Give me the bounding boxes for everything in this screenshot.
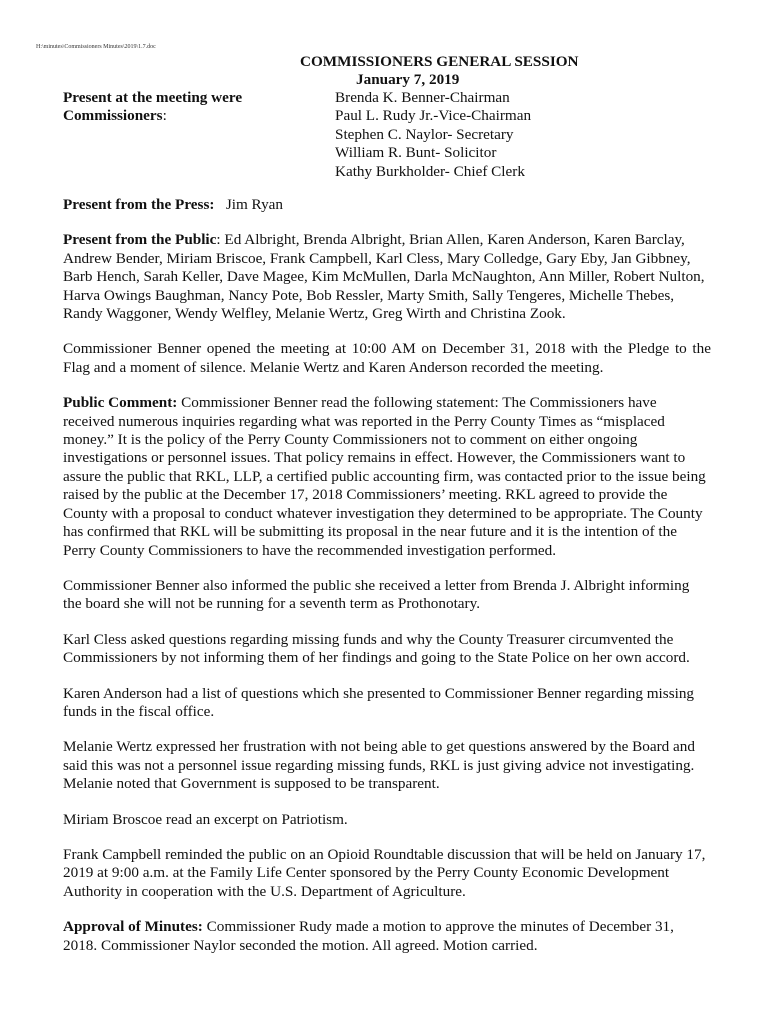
cless-paragraph: Karl Cless asked questions regarding missing funds and why the County Treasurer circumvented the Commissioners by not informing them of her findings and going to the State Police on her own accord. — [63, 630, 690, 667]
minutes-approval-paragraph: Approval of Minutes: Commissioner Rudy made a motion to approve the minutes of December 31, 2018. Commissioner Naylor seconded the motion. All agreed. Motion carried. — [63, 918, 674, 954]
attendance-label — [63, 89, 242, 126]
press-attendance: Present from the Press: Jim Ryan — [63, 196, 284, 213]
minutes-body — [63, 196, 711, 972]
officer-item: Brenda K. Benner-Chairman — [335, 89, 510, 106]
officer-item: William R. Bunt- Solicitor — [335, 144, 497, 162]
attendance-label-line1: Present at the meeting were — [63, 89, 243, 106]
opening-paragraph: Commissioner Benner opened the meeting at 10:00 AM on December 31, 2018 with the Pledge to the Flag and a moment of silence. Melanie Wertz and Karen Anderson recorded the meeting. — [63, 340, 711, 376]
anderson-paragraph: Karen Anderson had a list of questions which she presented to Commissioner Benner regarding missing funds in the fiscal office. — [63, 684, 695, 720]
public-comment-paragraph: Public Comment: Commissioner Benner read the following statement: The Commissioners have received numerous inquiries regarding what was reported in the Perry County Times as “misplaced money.” It is the policy of the Perry County Commissioners not to comment on either ongoing investigations or personnel issues. That policy remains in effect. However, the Commissioners want to assure the public that RKL, LLP, a certified public accounting firm, was contacted prior to the issue being raised by the public at the December 17, 2018 Commissioners’ meeting. RKL agreed to provide the County with a proposal to conduct whatever investigation they determined to be appropriate. The County has confirmed that RKL will be submitting its proposal in the near future and it is the intention of the Perry County Commissioners to have the recommended investigation performed. — [63, 394, 706, 559]
officer-list — [335, 89, 531, 181]
officer-item: Kathy Burkholder- Chief Clerk — [335, 162, 525, 180]
broscoe-paragraph: Miriam Broscoe read an excerpt on Patriotism. — [63, 810, 348, 828]
albright-paragraph: Commissioner Benner also informed the public she received a letter from Brenda J. Albright informing the board she will not be running for a seventh term as Prothonotary. — [63, 576, 690, 613]
document-title: COMMISSIONERS GENERAL SESSION — [300, 53, 579, 70]
attendance-label-line2: Commissioners: — [63, 107, 167, 125]
public-attendance: Present from the Public: Ed Albright, Brenda Albright, Brian Allen, Karen Anderson, Karen Barclay, Andrew Bender, Miriam Briscoe, Frank Campbell, Karl Cless, Mary Colledge, Gary Eby, Jan Gibbney, Barb Hench, Sarah Keller, Dave Magee, Kim McMullen, Darla McNaughton, Ann Miller, Robert Nulton, Harva Owings Baughman, Nancy Pote, Bob Ressler, Marty Smith, Sally Tengeres, Michelle Thebes, Randy Waggoner, Wendy Welfley, Melanie Wertz, Greg Wirth and Christina Zook. — [63, 231, 705, 323]
file-path: H:\minutes\Commissioners Minutes\2019\1.7.doc — [36, 44, 156, 50]
officer-item: Paul L. Rudy Jr.-Vice-Chairman — [335, 107, 532, 125]
meeting-date: January 7, 2019 — [356, 71, 460, 88]
wertz-paragraph: Melanie Wertz expressed her frustration with not being able to get questions answered by the Board and said this was not a personnel issue regarding missing funds, RKL is just giving advice not investigating. Melanie noted that Government is supposed to be transparent. — [63, 738, 695, 793]
officer-item: Stephen C. Naylor- Secretary — [335, 125, 514, 143]
campbell-paragraph: Frank Campbell reminded the public on an Opioid Roundtable discussion that will be held on January 17, 2019 at 9:00 a.m. at the Family Life Center sponsored by the Perry County Economic Development Authority in cooperation with the U.S. Department of Agriculture. — [63, 845, 706, 900]
